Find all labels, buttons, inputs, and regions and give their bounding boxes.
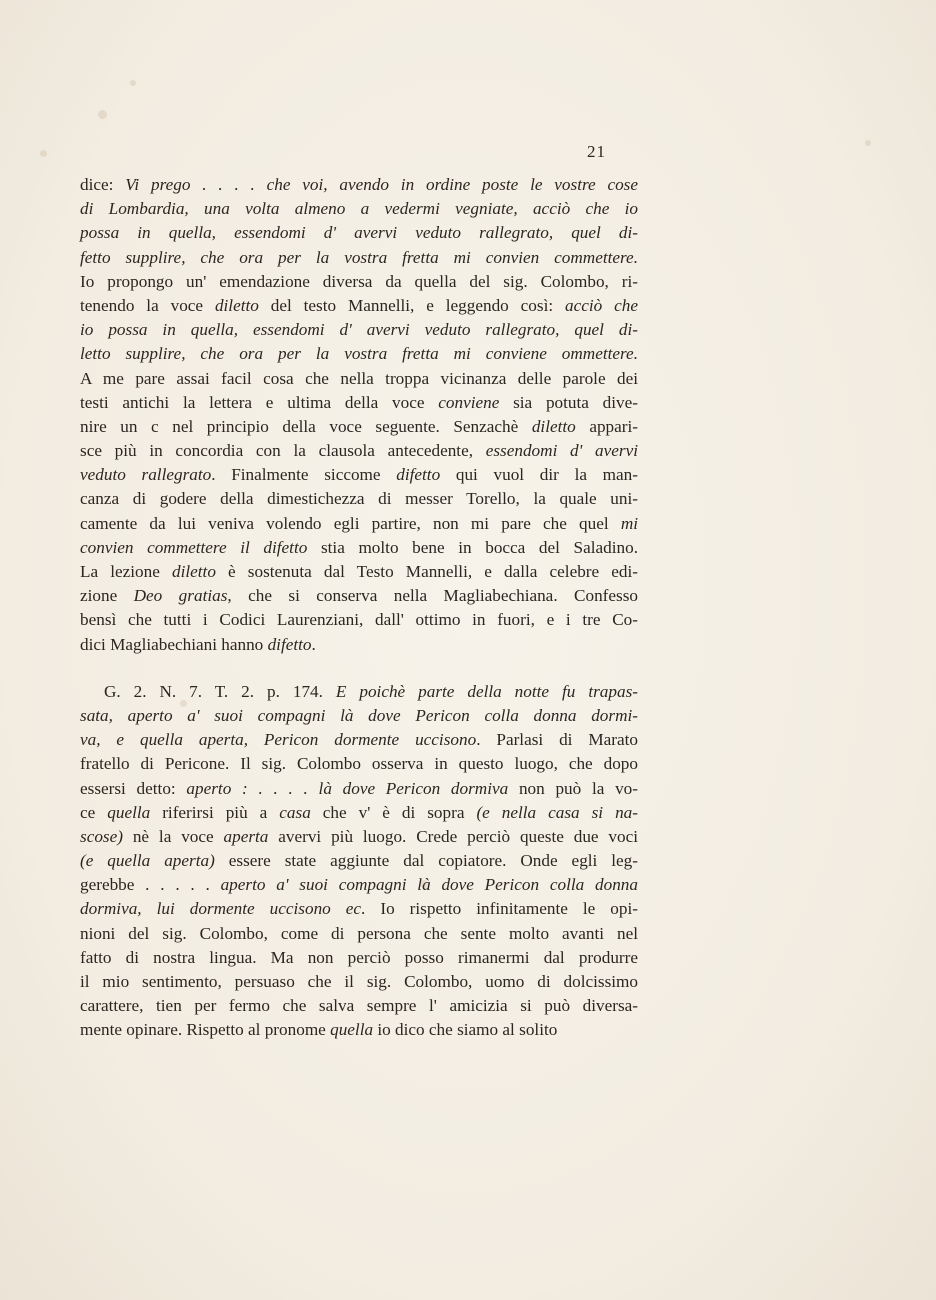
text-line bbox=[80, 391, 638, 415]
italic-text: dormiva, lui dormente uccisono ec bbox=[80, 899, 362, 919]
text-line bbox=[80, 728, 638, 752]
italic-text: aperto a' suoi compagni là dove Pericon colla donna bbox=[220, 875, 638, 895]
roman-text: zione bbox=[80, 586, 134, 606]
roman-text: non può la vo- bbox=[508, 778, 639, 798]
roman-text: camente da lui veniva volendo egli partire, non mi pare che quel bbox=[80, 513, 621, 533]
roman-text: dici Magliabechiani hanno bbox=[80, 634, 268, 654]
roman-text: appari- bbox=[575, 416, 638, 436]
italic-text: scose) bbox=[80, 826, 123, 846]
text-line bbox=[80, 439, 638, 463]
italic-text: sata, aperto a' suoi compagni là dove Pericon colla donna dormi- bbox=[80, 705, 638, 725]
foxing-spot bbox=[130, 80, 136, 86]
roman-text: nire un c nel principio della voce seguente. Senzachè bbox=[80, 416, 532, 436]
roman-text: nioni del sig. Colombo, come di persona che sente molto avanti nel bbox=[80, 923, 638, 943]
text-line bbox=[80, 680, 638, 704]
paragraph bbox=[80, 680, 638, 1043]
italic-text: diletto bbox=[531, 416, 576, 436]
italic-text: quella bbox=[330, 1020, 374, 1040]
roman-text: il mio sentimento, persuaso che il sig. Colombo, uomo di dolcissimo bbox=[80, 972, 638, 991]
text-line bbox=[80, 246, 638, 270]
text-line bbox=[80, 752, 638, 776]
text-line bbox=[80, 777, 638, 801]
roman-text: , che si conserva nella Magliabechiana. Confesso bbox=[227, 586, 638, 606]
roman-text: bensì che tutti i Codici Laurenziani, dall' ottimo in fuori, e i tre Co- bbox=[80, 610, 638, 630]
italic-text: io possa in quella, essendomi d' avervi veduto rallegrato, quel di- bbox=[80, 320, 638, 340]
roman-text: sce più in concordia con la clausola antecedente, bbox=[80, 441, 486, 461]
foxing-spot bbox=[40, 150, 47, 157]
text-line bbox=[80, 801, 638, 825]
italic-text: aperto : . . . . là dove Pericon dormiva bbox=[186, 778, 509, 798]
text-line bbox=[80, 415, 638, 439]
italic-text: diletto bbox=[214, 295, 259, 315]
text-line bbox=[80, 633, 638, 657]
italic-text: aperta bbox=[223, 826, 269, 846]
roman-text: . Io rispetto infinitamente le opi- bbox=[361, 899, 638, 919]
italic-text: quella bbox=[107, 802, 151, 822]
italic-text: letto supplire, che ora per la vostra fretta mi conviene ommettere. bbox=[80, 344, 638, 364]
text-line bbox=[80, 270, 638, 294]
text-line bbox=[80, 1018, 638, 1042]
text-line bbox=[80, 897, 638, 921]
italic-text: conviene bbox=[438, 392, 500, 412]
roman-text: è sostenuta dal Testo Mannelli, e dalla celebre edi- bbox=[215, 562, 638, 581]
body-text bbox=[80, 173, 638, 1043]
roman-text: canza di godere della dimestichezza di messer Torello, la quale uni- bbox=[80, 489, 638, 509]
italic-text: (e nella casa si na- bbox=[476, 802, 638, 822]
roman-text: gerebbe . . . . . bbox=[80, 875, 221, 895]
text-line bbox=[80, 994, 638, 1018]
italic-text: essendomi d' avervi bbox=[485, 441, 638, 461]
italic-text: va, e quella aperta, Pericon dormente uccisono bbox=[80, 730, 477, 750]
text-line bbox=[80, 825, 638, 849]
roman-text: che v' è di sopra bbox=[310, 802, 477, 822]
italic-text: di Lombardia, una volta almeno a vedermi vegniate, acciò che io bbox=[80, 199, 638, 219]
italic-text: difetto bbox=[267, 634, 312, 654]
roman-text: ce bbox=[80, 802, 108, 822]
text-line bbox=[80, 221, 638, 245]
roman-text: essere state aggiunte dal copiatore. Onde egli leg- bbox=[214, 851, 638, 871]
italic-text: convien commettere il difetto bbox=[80, 537, 308, 557]
text-line bbox=[80, 487, 638, 511]
roman-text: sia potuta dive- bbox=[499, 392, 638, 412]
roman-text: nè la voce bbox=[122, 826, 224, 846]
italic-text: veduto rallegrato bbox=[80, 465, 212, 485]
italic-text: Deo gratias bbox=[133, 586, 228, 606]
text-line bbox=[80, 367, 638, 391]
roman-text: mente opinare. Rispetto al pronome bbox=[80, 1020, 331, 1040]
text-line bbox=[80, 536, 638, 560]
roman-text: io dico che siamo al solito bbox=[373, 1020, 558, 1040]
italic-text: difetto bbox=[396, 465, 441, 485]
roman-text: fratello di Pericone. Il sig. Colombo osserva in questo luogo, che dopo bbox=[80, 754, 638, 774]
text-line bbox=[80, 463, 638, 487]
roman-text: qui vuol dir la man- bbox=[440, 465, 638, 485]
roman-text: essersi detto: bbox=[80, 778, 187, 798]
text-line bbox=[80, 318, 638, 342]
text-line bbox=[80, 704, 638, 728]
italic-text: (e quella aperta) bbox=[80, 851, 215, 871]
text-line bbox=[80, 608, 638, 632]
paragraph-gap bbox=[80, 657, 638, 680]
italic-text: E poichè parte della notte fu trapas- bbox=[335, 681, 638, 701]
italic-text: acciò che bbox=[565, 295, 638, 315]
paragraph bbox=[80, 173, 638, 657]
text-line bbox=[80, 922, 638, 946]
roman-text: . Parlasi di Marato bbox=[476, 730, 639, 750]
roman-text: testi antichi la lettera e ultima della voce bbox=[80, 392, 439, 412]
page-number: 21 bbox=[587, 142, 606, 161]
text-line bbox=[80, 294, 638, 318]
text-line bbox=[80, 342, 638, 366]
italic-text: mi bbox=[620, 513, 638, 533]
roman-text: fatto di nostra lingua. Ma non perciò posso rimanermi dal produrre bbox=[80, 947, 638, 967]
roman-text: avervi più luogo. Crede perciò queste due voci bbox=[268, 826, 639, 846]
italic-text: fetto supplire, che ora per la vostra fretta mi convien commettere. bbox=[80, 247, 638, 267]
foxing-spot bbox=[98, 110, 107, 119]
roman-text: . bbox=[311, 634, 316, 654]
roman-text: tenendo la voce bbox=[80, 295, 215, 315]
text-line bbox=[80, 197, 638, 221]
italic-text: Vi prego . . . . che voi, avendo in ordine poste le vostre cose bbox=[125, 175, 638, 194]
roman-text: . Finalmente siccome bbox=[211, 465, 397, 485]
text-line bbox=[80, 946, 638, 970]
roman-text: A me pare assai facil cosa che nella troppa vicinanza delle parole dei bbox=[80, 368, 638, 388]
text-line bbox=[80, 512, 638, 536]
foxing-spot bbox=[865, 140, 871, 146]
roman-text: La lezione bbox=[80, 562, 172, 581]
roman-text: del testo Mannelli, e leggendo così: bbox=[258, 295, 566, 315]
text-line bbox=[80, 849, 638, 873]
roman-text: G. 2. N. 7. T. 2. p. 174. bbox=[104, 681, 336, 701]
text-line bbox=[80, 584, 638, 608]
italic-text: casa bbox=[279, 802, 311, 822]
roman-text: dice: bbox=[80, 175, 126, 194]
italic-text: diletto bbox=[172, 562, 216, 581]
roman-text: stia molto bene in bocca del Saladino. bbox=[307, 537, 638, 557]
roman-text: carattere, tien per fermo che salva sempre l' amicizia si può diversa- bbox=[80, 996, 638, 1016]
text-line bbox=[80, 873, 638, 897]
roman-text: Io propongo un' emendazione diversa da quella del sig. Colombo, ri- bbox=[80, 271, 638, 291]
text-line bbox=[80, 970, 638, 994]
italic-text: possa in quella, essendomi d' avervi veduto rallegrato, quel di- bbox=[80, 223, 638, 243]
text-line bbox=[80, 560, 638, 584]
roman-text: riferirsi più a bbox=[150, 802, 280, 822]
text-line bbox=[80, 173, 638, 197]
